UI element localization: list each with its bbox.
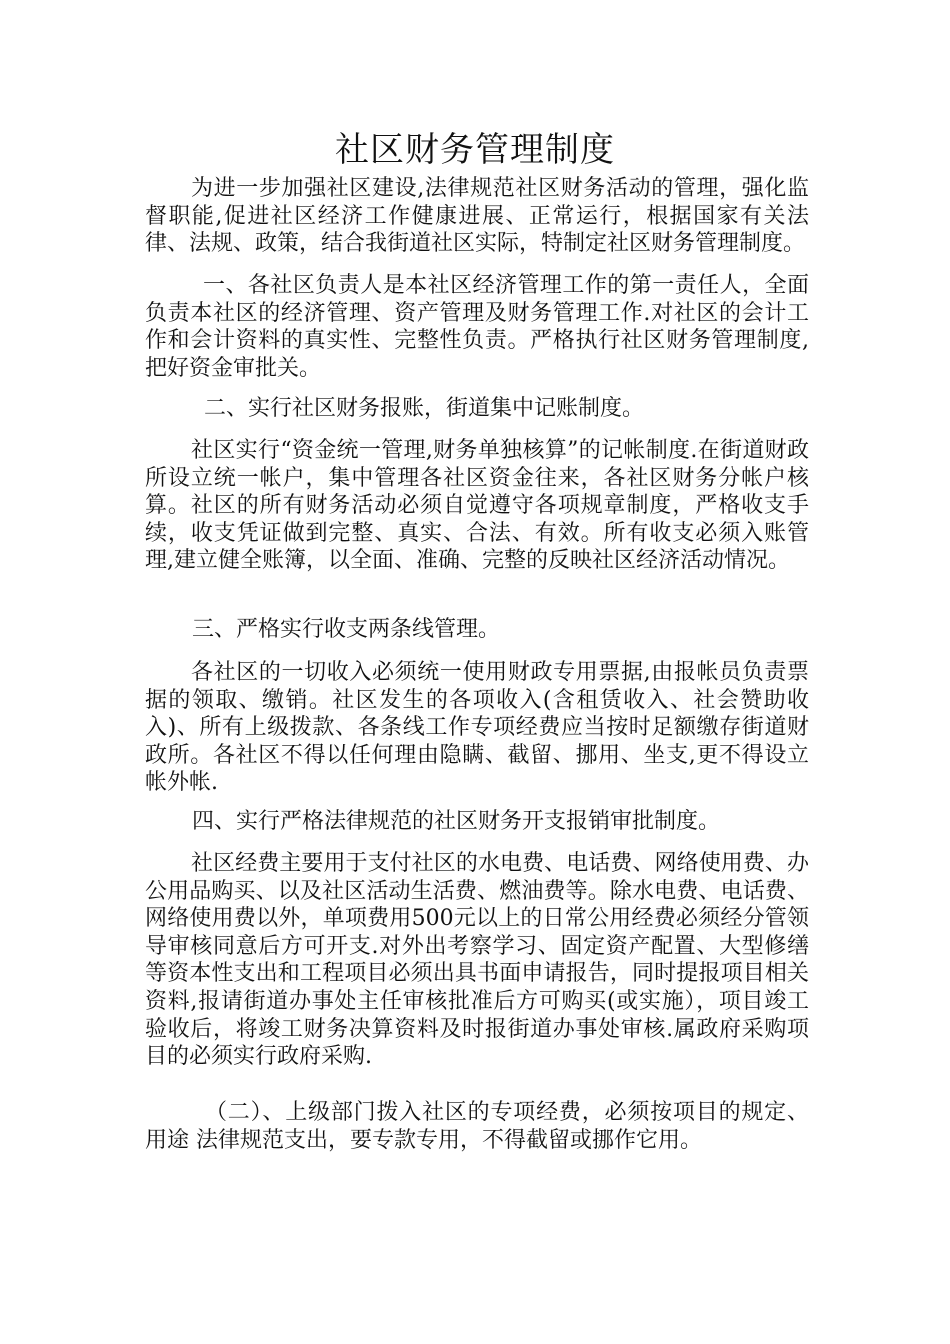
section-4-paragraph: 社区经费主要用于支付社区的水电费、电话费、网络使用费、办公用品购买、以及社区活动生活费、燃油费等。除水电费、电话费、网络使用费以外，单项费用500元以上的日常公用经费必须经分管领导审核同意后方可开支.对外出考察学习、固定资产配置、大型修缮等资本性支出和工程项目必须出具书面申请报告，同时提报项目相关资料,报请街道办事处主任审核批准后方可购买(或实施），项目竣工验收后，将竣工财务决算资料及时报街道办事处审核.属政府采购项目的必须实行政府采购.: [145, 851, 809, 1070]
section-2-paragraph: 社区实行“资金统一管理,财务单独核算”的记帐制度.在街道财政所设立统一帐户，集中管理各社区资金往来，各社区财务分帐户核算。社区的所有财务活动必须自觉遵守各项规章制度，严格收支手续，收支凭证做到完整、真实、合法、有效。所有收支必须入账管理,建立健全账簿，以全面、准确、完整的反映社区经济活动情况。: [145, 438, 809, 574]
section-3-heading: 三、严格实行收支两条线管理。: [192, 617, 501, 642]
intro-paragraph: 为进一步加强社区建设,法律规范社区财务活动的管理，强化监督职能,促进社区经济工作健康进展、正常运行，根据国家有关法律、法规、政策，结合我街道社区实际，特制定社区财务管理制度。: [145, 176, 809, 257]
subsection-2-paragraph: （二）、上级部门拨入社区的专项经费，必须按项目的规定、用途 法律规范支出，要专款专用，不得截留或挪作它用。: [145, 1100, 809, 1153]
section-1-paragraph: 一、各社区负责人是本社区经济管理工作的第一责任人，全面负责本社区的经济管理、资产管理及财务管理工作.对社区的会计工作和会计资料的真实性、完整性负责。严格执行社区财务管理制度,把好资金审批关。: [145, 273, 809, 381]
section-3-paragraph: 各社区的一切收入必须统一使用财政专用票据,由报帐员负责票据的领取、缴销。社区发生的各项收入(含租赁收入、社会赞助收入)、所有上级拨款、各条线工作专项经费应当按时足额缴存街道财政所。各社区不得以任何理由隐瞒、截留、挪用、坐支,更不得设立帐外帐.: [145, 660, 809, 796]
document-title: 社区财务管理制度: [335, 130, 615, 170]
section-4-heading: 四、实行严格法律规范的社区财务开支报销审批制度。: [192, 809, 721, 834]
section-2-heading: 二、实行社区财务报账，街道集中记账制度。: [204, 396, 645, 421]
